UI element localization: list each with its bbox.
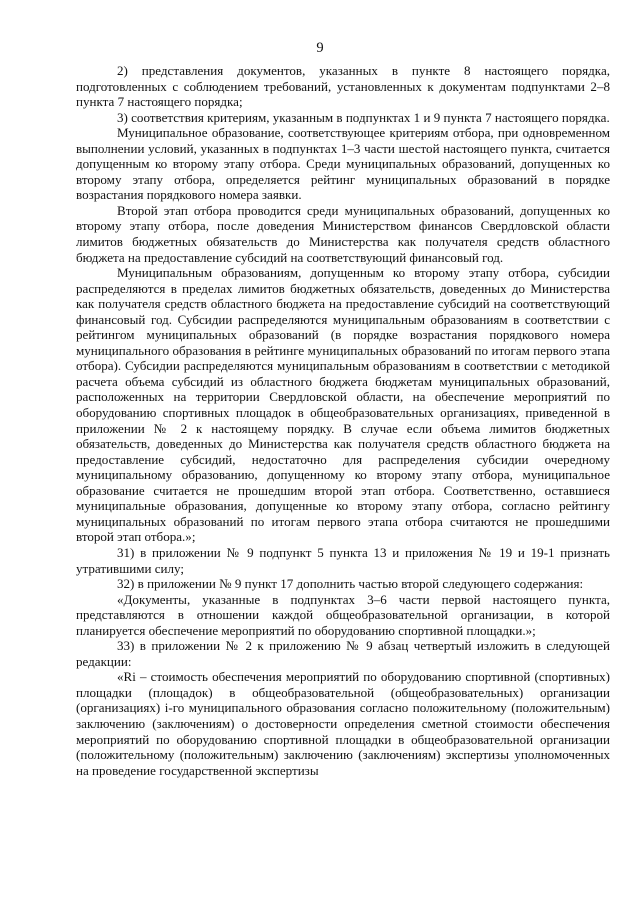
paragraph-item-2: 2) представления документов, указанных в пункте 8 настоящего порядка, подготовленных с соблюдением требований, установленных к документам подпунктами 2–8 пункта 7 настоящего порядка; <box>76 63 610 110</box>
paragraph-documents-quote: «Документы, указанные в подпунктах 3–6 части первой настоящего пункта, представляются в отношении каждой общеобразовательной организации, в которой планируется обеспечение мероприятий по оборудованию спортивной площадки.»; <box>76 591 610 638</box>
paragraph-second-stage: Второй этап отбора проводится среди муниципальных образований, допущенных ко второму этапу отбора, после доведения Министерством финансов Свердловской области лимитов бюджетных обязательств до Министерства как получателя средств областного бюджета на предоставление субсидий на соответствующий финансовый год. <box>76 202 610 265</box>
paragraph-item-33: 33) в приложении № 2 к приложению № 9 абзац четвертый изложить в следующей редакции: <box>76 638 610 669</box>
page-number: 9 <box>316 40 324 56</box>
paragraph-municipal-eligibility: Муниципальное образование, соответствующее критериям отбора, при одновременном выполнении условий, указанных в подпунктах 1–3 части шестой настоящего пункта, считается допущенным ко второму этапу отбора. Среди муниципальных образований, допущенных ко второму этапу отбора, определяется рейтинг муниципальных образований в порядке возрастания порядкового номера заявки. <box>76 125 610 203</box>
paragraph-ri-definition: «Ri – стоимость обеспечения мероприятий по оборудованию спортивной (спортивных) площадки (площадок) в общеобразовательной (общеобразовательных) организации (организациях) i-го муниципального образования согласно положительному (положительным) заключению (заключениям) о достоверности определения сметной стоимости обеспечения мероприятий по оборудованию спортивной площадки в общеобразовательной организации (положительному (положительным) заключению (заключениям) экспертизы уполномоченных на проведение государственной экспертизы <box>76 669 610 778</box>
paragraph-item-31: 31) в приложении № 9 подпункт 5 пункта 13 и приложения № 19 и 19-1 признать утратившими силу; <box>76 544 610 576</box>
paragraph-item-3: 3) соответствия критериям, указанным в подпунктах 1 и 9 пункта 7 настоящего порядка. <box>117 109 610 125</box>
document-body <box>76 63 610 778</box>
paragraph-item-32: 32) в приложении № 9 пункт 17 дополнить частью второй следующего содержания: <box>117 576 584 592</box>
paragraph-subsidy-distribution: Муниципальным образованиям, допущенным ко второму этапу отбора, субсидии распределяются в пределах лимитов бюджетных обязательств, доведенных до Министерства как получателя средств областного бюджета на предоставление субсидий на соответствующий финансовый год. Субсидии распределяются муниципальным образованиям в соответствии с рейтингом муниципальных образований (в порядке возрастания порядкового номера муниципального образования в рейтинге муниципальных образований по итогам первого этапа отбора). Субсидии распределяются муниципальным образованиям в соответствии с методикой расчета объема субсидий из областного бюджета бюджетам муниципальных образований, расположенных на территории Свердловской области, на обеспечение мероприятий по оборудованию спортивных площадок в общеобразовательных организациях, приведенной в приложении № 2 к настоящему порядку. В случае если объема лимитов бюджетных обязательств, доведенных до Министерства как получателя средств областного бюджета на предоставление субсидий, недостаточно для распределения субсидии очередному муниципальному образованию, допущенному ко второму этапу отбора, муниципальное образование считается не прошедшим второй этап отбора. Соответственно, оставшиеся муниципальные образования, допущенные ко второму этапу отбора, согласно рейтингу муниципальных образований по итогам первого этапа отбора считаются не прошедшими второй этап отбора.»; <box>76 265 610 545</box>
